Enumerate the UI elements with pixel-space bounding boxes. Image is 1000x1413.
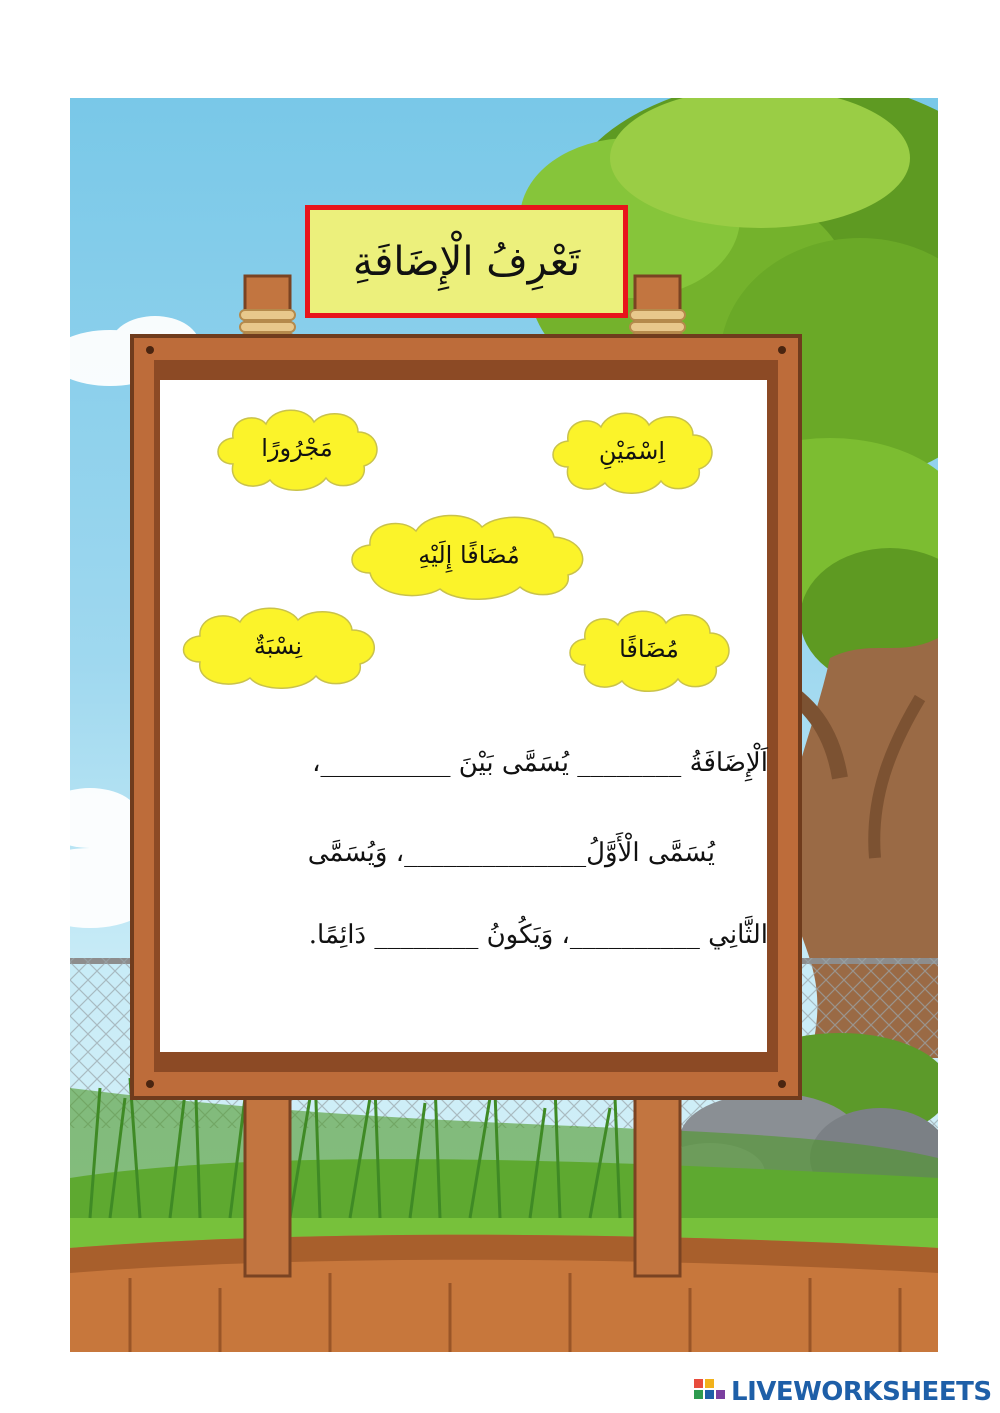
brand-name: LIVEWORKSHEETS (731, 1377, 992, 1407)
word-cloud-majruran[interactable] (208, 402, 386, 494)
word-cloud-ismayn[interactable] (543, 405, 721, 497)
sentence-line-1[interactable]: اَلْإِضَافَةُ ________ يُسَمَّى بَيْنَ __________، (312, 748, 768, 778)
word-cloud-mudafan-ilayhi[interactable] (340, 507, 598, 603)
word-cloud-nisbah[interactable] (172, 600, 384, 692)
word-bank-item: نِسْبَةٌ (253, 632, 303, 660)
liveworksheets-logo-icon (693, 1377, 727, 1407)
word-bank-item: اِسْمَيْنِ (598, 437, 666, 465)
word-bank-item: مُضَافًا (619, 635, 679, 663)
word-bank-item: مَجْرُورًا (261, 434, 333, 462)
sentence-line-3[interactable]: الثَّانِي __________، وَيَكُونُ ________ دَائِمًا. (308, 920, 768, 950)
sentence-line-2[interactable]: يُسَمَّى الْأَوَّلُ______________، وَيُسَمَّى (307, 838, 715, 868)
word-bank-item: مُضَافًا إِلَيْهِ (418, 541, 520, 569)
footer-brand[interactable] (693, 1372, 992, 1412)
title-box (305, 205, 628, 318)
word-cloud-mudafan[interactable] (560, 603, 738, 695)
page-title: تَعْرِفُ الْإِضَافَةِ (352, 238, 581, 285)
